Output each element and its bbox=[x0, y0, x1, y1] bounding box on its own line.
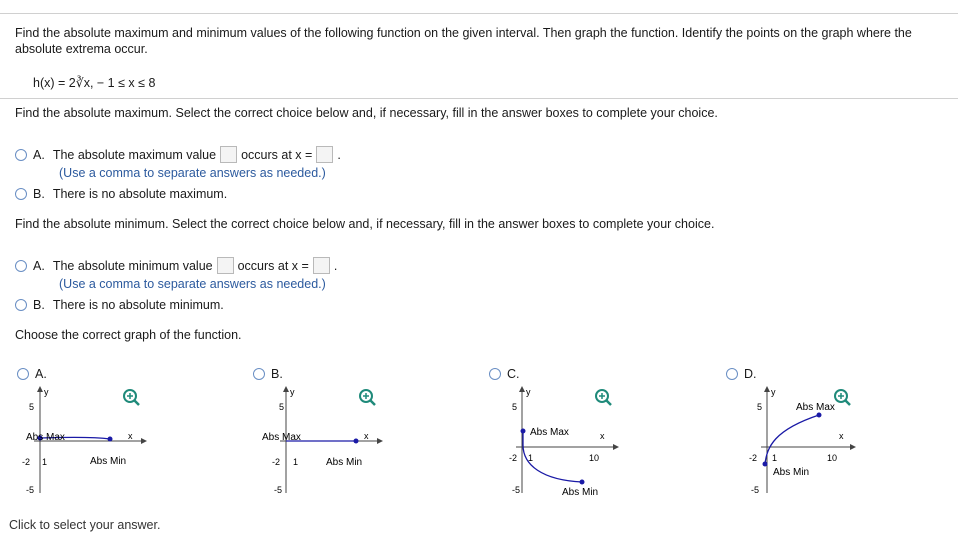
min-x-input[interactable] bbox=[313, 257, 330, 274]
graph-b-min-point bbox=[354, 439, 359, 444]
max-choice-a[interactable] bbox=[15, 146, 341, 163]
graph-c-abs-max-label: Abs Max bbox=[530, 427, 569, 438]
min-choice-b-text: There is no absolute minimum. bbox=[52, 298, 224, 312]
min-choice-a-text: The absolute minimum value bbox=[52, 258, 213, 273]
graph-d-tick-5: 5 bbox=[757, 402, 763, 412]
max-choice-b-letter: B. bbox=[33, 187, 45, 201]
graph-a-tick-neg5: -5 bbox=[26, 485, 35, 495]
max-choice-a-note: (Use a comma to separate answers as needed.) bbox=[59, 166, 326, 180]
graph-a-y-letter: y bbox=[44, 387, 49, 397]
max-choice-a-radio[interactable] bbox=[15, 149, 27, 161]
question-instructions: Find the absolute maximum and minimum values of the following function on the given interval. Then graph the function. Identify the points on the graph where the absolute extrema occur. bbox=[15, 26, 912, 56]
graph-d-tick-neg5: -5 bbox=[751, 485, 760, 495]
graph-a[interactable] bbox=[20, 385, 150, 500]
min-choice-a[interactable] bbox=[15, 257, 337, 274]
min-choice-a-radio[interactable] bbox=[15, 260, 27, 272]
min-choice-a-end: . bbox=[333, 258, 338, 273]
graph-b-abs-min-label: Abs Min bbox=[326, 457, 363, 468]
graph-d-x-arrow bbox=[850, 444, 856, 450]
max-choice-a-text2: occurs at x = bbox=[241, 147, 313, 162]
graph-a-tick-5: 5 bbox=[29, 402, 35, 412]
graph-c-max-point bbox=[521, 429, 526, 434]
min-choice-b-letter: B. bbox=[33, 298, 45, 312]
graph-a-zoom-icon[interactable] bbox=[124, 390, 139, 405]
graph-b-radio[interactable] bbox=[253, 368, 265, 380]
graph-b-tick-x1: 1 bbox=[293, 457, 299, 467]
graph-a-tick-xneg2: -2 bbox=[22, 457, 31, 467]
graph-a-tick-x1: 1 bbox=[42, 457, 48, 467]
graph-b-y-arrow bbox=[283, 386, 289, 392]
graph-a-y-arrow bbox=[37, 386, 43, 392]
graph-c-abs-min-label: Abs Min bbox=[562, 487, 599, 498]
min-choice-a-letter: A. bbox=[33, 258, 45, 273]
graph-b-tick-neg5: -5 bbox=[274, 485, 283, 495]
max-x-input[interactable] bbox=[316, 146, 333, 163]
graph-c-tick-x1: 1 bbox=[528, 453, 534, 463]
graph-d[interactable] bbox=[729, 385, 859, 500]
section-divider bbox=[0, 98, 958, 99]
graph-d-tick-x1: 1 bbox=[772, 453, 778, 463]
graph-c-x-letter: x bbox=[600, 431, 605, 441]
graph-b-letter: B. bbox=[271, 367, 283, 381]
top-divider bbox=[0, 13, 958, 14]
max-choice-b-text: There is no absolute maximum. bbox=[52, 187, 228, 201]
graph-c-radio[interactable] bbox=[489, 368, 501, 380]
graph-a-radio[interactable] bbox=[17, 368, 29, 380]
graph-prompt: Choose the correct graph of the function. bbox=[15, 328, 242, 342]
max-choice-b-radio[interactable] bbox=[15, 188, 27, 200]
graph-c-y-letter: y bbox=[526, 387, 531, 397]
graph-d-letter: D. bbox=[744, 367, 757, 381]
graph-b-tick-xneg2: -2 bbox=[272, 457, 281, 467]
graph-d-x-letter: x bbox=[839, 431, 844, 441]
graph-c-tick-xneg2: -2 bbox=[509, 453, 518, 463]
graph-c-option[interactable] bbox=[489, 367, 520, 381]
min-choice-a-text2: occurs at x = bbox=[237, 258, 309, 273]
max-choice-a-text: The absolute maximum value bbox=[52, 147, 217, 162]
graph-d-option[interactable] bbox=[726, 367, 757, 381]
graph-d-zoom-icon[interactable] bbox=[835, 390, 850, 405]
graph-a-abs-max-label: Abs Max bbox=[26, 432, 65, 443]
graph-c-tick-5: 5 bbox=[512, 402, 518, 412]
graph-a-option[interactable] bbox=[17, 367, 47, 381]
max-choice-a-letter: A. bbox=[33, 147, 45, 162]
graph-b-option[interactable] bbox=[253, 367, 283, 381]
max-choice-b[interactable] bbox=[15, 187, 227, 201]
graph-d-y-arrow bbox=[764, 386, 770, 392]
max-choice-a-end: . bbox=[337, 147, 341, 162]
graph-b-zoom-icon[interactable] bbox=[360, 390, 375, 405]
graph-d-min-point bbox=[763, 462, 768, 467]
graph-d-abs-min-label: Abs Min bbox=[773, 467, 810, 478]
graph-b-y-letter: y bbox=[290, 387, 295, 397]
graph-a-x-arrow bbox=[141, 438, 147, 444]
graph-d-y-letter: y bbox=[771, 387, 776, 397]
graph-c-x-arrow bbox=[613, 444, 619, 450]
min-value-input[interactable] bbox=[217, 257, 234, 274]
graph-d-radio[interactable] bbox=[726, 368, 738, 380]
min-choice-a-note: (Use a comma to separate answers as needed.) bbox=[59, 277, 326, 291]
graph-b-x-letter: x bbox=[364, 431, 369, 441]
graph-d-tick-x10: 10 bbox=[827, 453, 838, 463]
graph-a-abs-min-label: Abs Min bbox=[90, 456, 127, 467]
graph-b[interactable] bbox=[256, 385, 386, 500]
function-expression: h(x) = 2∛x, − 1 ≤ x ≤ 8 bbox=[33, 76, 156, 90]
max-prompt: Find the absolute maximum. Select the correct choice below and, if necessary, fill in the answer boxes to complete your choice. bbox=[15, 106, 718, 120]
max-value-input[interactable] bbox=[220, 146, 237, 163]
graph-b-abs-max-label: Abs Max bbox=[262, 432, 301, 443]
graph-a-x-letter: x bbox=[128, 431, 133, 441]
graph-c-letter: C. bbox=[507, 367, 520, 381]
min-choice-b-radio[interactable] bbox=[15, 299, 27, 311]
graph-c-min-point bbox=[580, 480, 585, 485]
min-choice-b[interactable] bbox=[15, 298, 224, 312]
graph-d-max-point bbox=[817, 413, 822, 418]
graph-a-letter: A. bbox=[35, 367, 47, 381]
graph-c-tick-neg5: -5 bbox=[512, 485, 521, 495]
graph-d-tick-xneg2: -2 bbox=[749, 453, 758, 463]
graph-d-abs-max-label: Abs Max bbox=[796, 402, 835, 413]
graph-b-tick-5: 5 bbox=[279, 402, 285, 412]
min-prompt: Find the absolute minimum. Select the correct choice below and, if necessary, fill in the answer boxes to complete your choice. bbox=[15, 217, 715, 231]
graph-c-tick-x10: 10 bbox=[589, 453, 600, 463]
graph-a-min-point bbox=[108, 437, 113, 442]
graph-c-zoom-icon[interactable] bbox=[596, 390, 611, 405]
footer-hint: Click to select your answer. bbox=[9, 518, 161, 532]
graph-b-x-arrow bbox=[377, 438, 383, 444]
graph-c[interactable] bbox=[492, 385, 622, 500]
graph-c-y-arrow bbox=[519, 386, 525, 392]
